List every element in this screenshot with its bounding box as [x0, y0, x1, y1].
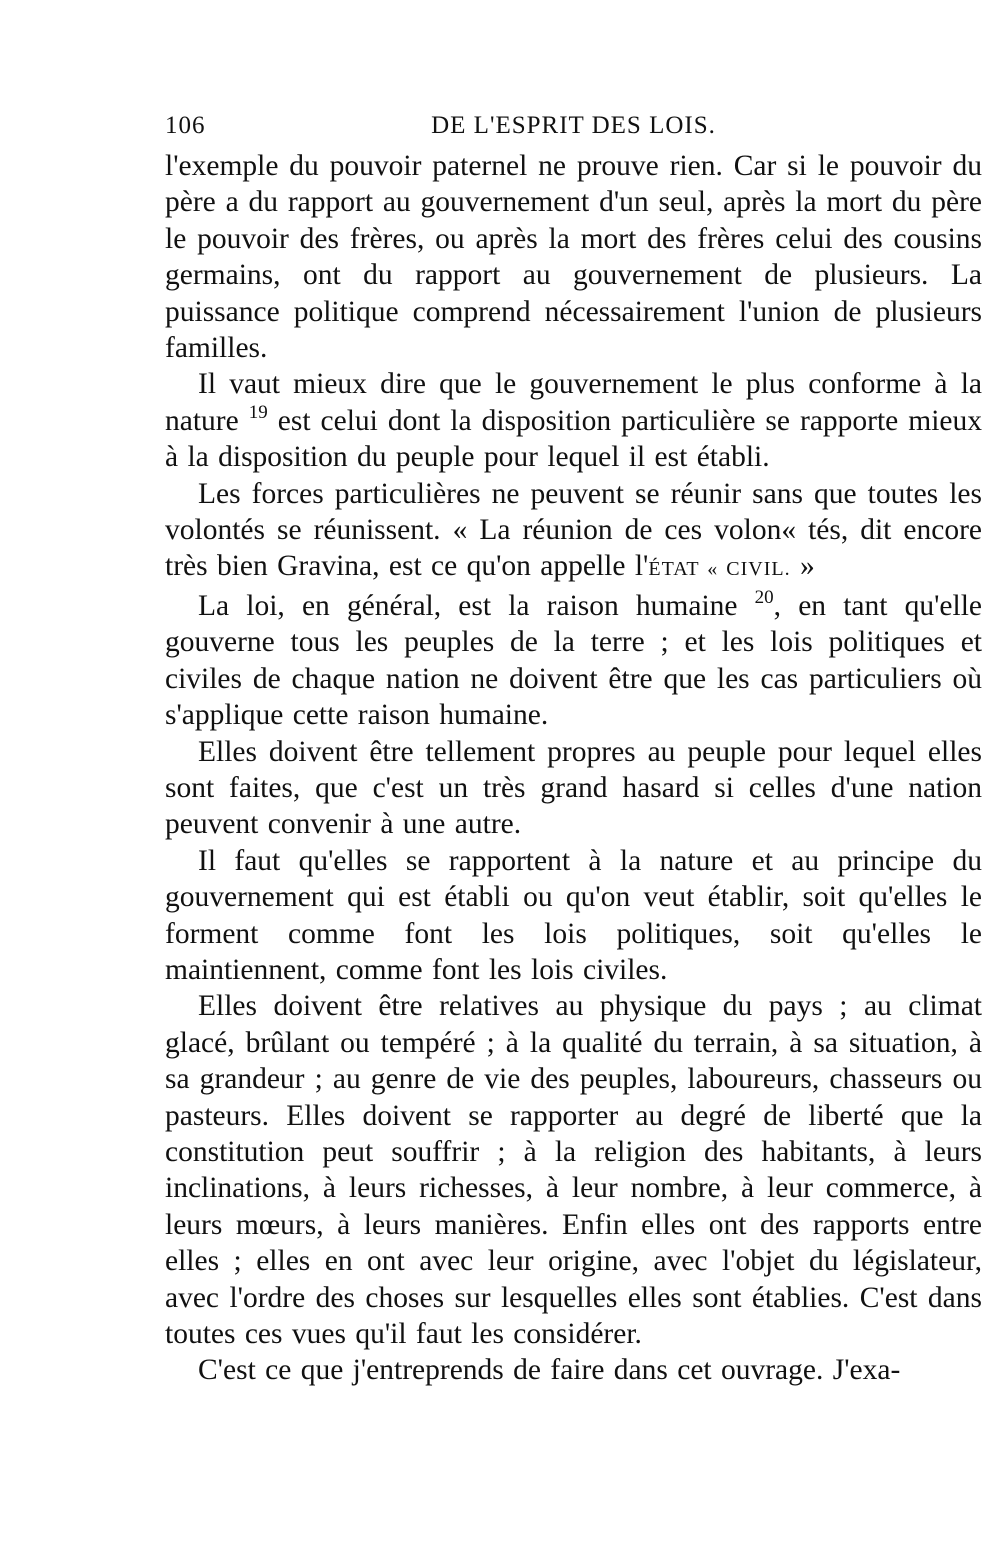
page-number: 106	[165, 112, 206, 139]
book-page	[165, 112, 982, 1389]
paragraph: C'est ce que j'entreprends de faire dans cet ouvrage. J'exa-	[198, 1354, 901, 1387]
paragraph: Les forces particulières ne peuvent se réunir sans que toutes les volontés se réunissent. « La réunion de ces volon« tés, dit encore très bien Gravina, est ce qu'on appelle l'ÉTAT « CIVIL. »	[165, 477, 982, 583]
paragraph: Elles doivent être relatives au physique du pays ; au climat glacé, brûlant ou tempéré ; à la qualité du terrain, à sa situation, à sa grandeur ; au genre de vie des peuples, laboureurs, chasseurs ou pasteurs. Elles doivent se rapporter au degré de liberté que la constitution peut souffrir ; à la religion des habitants, à leurs inclinations, à leurs richesses, à leur nombre, à leur commerce, à leurs mœurs, à leurs manières. Enfin elles ont des rapports entre elles ; elles en ont avec leur origine, avec l'objet du législateur, avec l'ordre des choses sur lesquelles elles sont établies. C'est dans toutes ces vues qu'il faut les considérer.	[165, 990, 982, 1350]
paragraph: Il vaut mieux dire que le gouvernement le plus conforme à la nature $^{19}$ est celui dont la disposition particulière se rapporte mieux à la disposition du peuple pour lequel il est établi.	[165, 368, 983, 474]
footnote-reference: 19	[248, 401, 268, 423]
small-caps-phrase: ÉTAT « CIVIL.	[648, 558, 791, 581]
paragraph: Il faut qu'elles se rapportent à la nature et au principe du gouvernement qui est établi ou qu'on veut établir, soit qu'elles le forment comme font les lois politiques, soit qu'elles le maintiennent, comme font les lois civiles.	[165, 844, 982, 986]
running-title: DE L'ESPRIT DES LOIS.	[431, 112, 716, 139]
body-text	[165, 148, 982, 1389]
paragraph: La loi, en général, est la raison humaine $^{20}$, en tant qu'elle gouverne tous les peuples de la terre ; et les lois politiques et civiles de chaque nation ne doivent être que les cas particuliers où s'applique cette raison humaine.	[165, 586, 982, 732]
running-head	[165, 112, 982, 148]
paragraph: Elles doivent être tellement propres au peuple pour lequel elles sont faites, que c'est un très grand hasard si celles d'une nation peuvent convenir à une autre.	[165, 735, 982, 841]
paragraph: l'exemple du pouvoir paternel ne prouve rien. Car si le pouvoir du père a du rapport au gouvernement d'un seul, après la mort du père le pouvoir des frères, ou après la mort des frères celui des cousins germains, ont du rapport au gouvernement de plusieurs. La puissance politique comprend nécessairement l'union de plusieurs familles.	[165, 150, 982, 365]
footnote-reference: 20	[754, 586, 774, 608]
